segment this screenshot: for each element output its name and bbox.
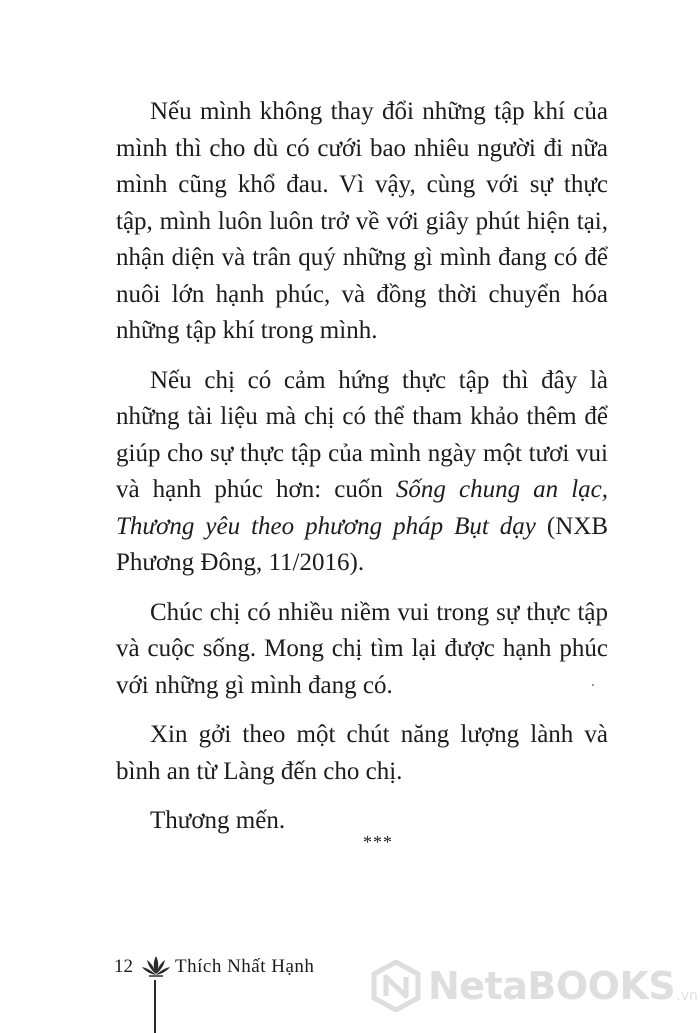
paragraph-2-start: Nếu chị có cảm hứng thực tập thì đây là những tài liệu mà chị có thể tham khảo thêm để giúp cho sự thực tập của mình ngày một tươi vui và hạnh phúc hơn: cuốn <box>116 366 608 503</box>
lotus-stem <box>154 980 156 1033</box>
lotus-icon <box>141 954 171 980</box>
paragraph-3: Chúc chị có nhiều niềm vui trong sự thực tập và cuộc sống. Mong chị tìm lại được hạnh phúc với những gì mình đang có. <box>116 598 608 699</box>
watermark <box>370 960 698 1012</box>
page-number: 12 <box>114 956 133 977</box>
paragraph-2 <box>116 363 608 582</box>
watermark-suffix: .vn <box>676 988 698 1004</box>
neta-logo-icon <box>370 960 422 1012</box>
page-footer <box>114 950 314 984</box>
paragraph-2-end: (NXB Phương Đông, 11/2016). <box>116 512 609 576</box>
watermark-brand: NetaBOOKS <box>428 964 676 1008</box>
section-separator: *** <box>363 832 393 852</box>
closing-line: Thương mến. <box>150 807 286 834</box>
paragraph-1: Nếu mình không thay đổi những tập khí của mình thì cho dù có cưới bao nhiêu người đi nữa mình cũng khổ đau. Vì vậy, cùng với sự thực tập, mình luôn luôn trở về với giây phút hiện tại, nhận diện và trân quý những gì mình đang có để nuôi lớn hạnh phúc, và đồng thời chuyển hóa những tập khí trong mình. <box>116 98 608 344</box>
body-text <box>116 94 608 853</box>
paragraph-4: Xin gởi theo một chút năng lượng lành và bình an từ Làng đến cho chị. <box>116 721 608 785</box>
speck <box>592 684 594 686</box>
author-name: Thích Nhất Hạnh <box>175 956 315 977</box>
book-title: Sống chung an lạc, Thương yêu theo phương pháp Bụt dạy <box>116 476 608 540</box>
